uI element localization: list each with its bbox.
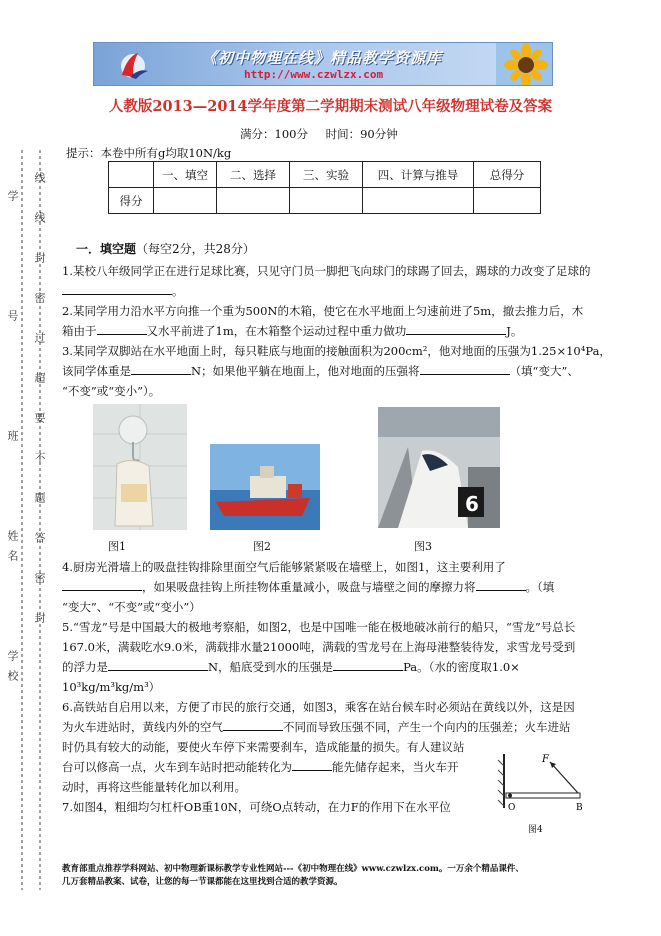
question-text: “变大”、“不变”或“变小”） <box>62 600 201 614</box>
margin-char: 学 <box>6 190 19 201</box>
question-text: 2.某同学用力沿水平方向推一个重为500N的木箱，使它在水平地面上匀速前进了5m，撤去推力后，木 <box>62 304 584 318</box>
question-text: 3.某同学双脚站在水平地面上时，每只鞋底与地面的接触面积为200cm²，他对地面的压强为1.25×10⁴Pa， <box>62 344 611 358</box>
question-text: 不同而导致压强不同，产生一个向内的压强差；火车进站 <box>283 720 571 734</box>
banner-title: 《初中物理在线》精品教学资源库 <box>202 49 443 67</box>
end-label: B <box>576 803 583 813</box>
score-cell[interactable] <box>154 188 217 214</box>
question-text: N；如果他平躺在地面上，他对地面的压强将 <box>191 364 420 378</box>
margin-char: 封 <box>33 612 46 623</box>
table-header-cell: 总得分 <box>474 162 541 188</box>
icebreaker-ship-photo <box>210 444 320 530</box>
answer-blank[interactable] <box>420 362 510 375</box>
question-text: 该同学体重是 <box>62 364 131 378</box>
question-text: （填“变大”、 <box>509 364 579 378</box>
footer-line: 几万套精品教案、试卷，让您的每一节课都能在这里找到合适的教学资源。 <box>62 877 343 887</box>
answer-blank[interactable] <box>97 322 147 335</box>
question-1 <box>62 261 622 301</box>
margin-char: 班 <box>6 430 19 441</box>
banner-url[interactable]: http://www.czwlzx.com <box>244 68 384 81</box>
high-speed-train-photo <box>378 407 500 528</box>
margin-char: 封 <box>33 252 46 263</box>
question-text: 为火车进站时，黄线内外的空气 <box>62 720 223 734</box>
exam-time: 时间：90分钟 <box>325 127 398 141</box>
table-header-cell <box>109 162 154 188</box>
margin-char: 姓 <box>6 530 19 541</box>
question-4 <box>62 557 622 617</box>
answer-blank[interactable] <box>406 322 506 335</box>
exam-meta <box>240 126 412 142</box>
section-title: 一．填空题 <box>76 242 137 256</box>
question-text: Pa。（水的密度取1.0× <box>403 660 520 674</box>
answer-blank[interactable] <box>292 758 332 771</box>
answer-blank[interactable] <box>62 578 142 591</box>
document-title: 人教版2013—2014学年度第二学期期末测试八年级物理试卷及答案 <box>108 98 553 115</box>
figure-caption: 图1 <box>108 540 126 553</box>
footer-line: 教育部重点推荐学科网站、初中物理新课标教学专业性网站---《初中物理在线》www.czwlzx.com。一万余个精品课件、 <box>62 864 524 874</box>
question-text: 的浮力是 <box>62 660 108 674</box>
section-heading <box>76 240 255 257</box>
margin-char: 密 <box>33 292 46 303</box>
question-text: 时仍具有较大的动能，要使火车停下来需要刹车，造成能量的损失。有人建议站 <box>62 740 465 754</box>
binding-lines <box>0 150 60 890</box>
question-text: 能先储存起来，当火车开 <box>332 760 459 774</box>
margin-char: 过 <box>33 332 46 343</box>
figure-caption: 图4 <box>528 825 543 835</box>
margin-char: 不 <box>33 452 46 463</box>
question-text: 箱由于 <box>62 324 97 338</box>
force-label: F <box>542 754 549 765</box>
question-text: 4.厨房光滑墙上的吸盘挂钩排除里面空气后能够紧紧吸在墙壁上，如图1，这主要利用了 <box>62 560 506 574</box>
full-score: 满分：100分 <box>240 127 308 141</box>
margin-char: 超 <box>33 372 46 383</box>
section-note: （每空2分，共28分） <box>136 242 255 256</box>
margin-char: 学 <box>6 650 19 661</box>
pivot-label: O <box>508 803 516 813</box>
logo-icon <box>116 49 150 81</box>
margin-char: 校 <box>6 670 19 681</box>
binding-margin <box>0 150 60 890</box>
score-cell[interactable] <box>363 188 474 214</box>
lever-diagram <box>496 750 596 820</box>
margin-char: 线 <box>33 172 46 183</box>
question-text: 台可以修高一点，火车到车站时把动能转化为 <box>62 760 292 774</box>
answer-blank[interactable] <box>62 282 172 295</box>
score-cell[interactable] <box>217 188 290 214</box>
table-header-cell: 三、实验 <box>290 162 363 188</box>
question-text: 167.0米，满载吃水9.0米，满载排水量21000吨，满载的雪龙号在上海母港整装待发，求雪龙号受到 <box>62 640 576 654</box>
question-text: 10³kg/m³kg/m³） <box>62 680 161 694</box>
page-footer <box>62 863 622 889</box>
score-cell[interactable] <box>474 188 541 214</box>
platform-sign: 6 <box>465 492 479 516</box>
table-header-cell: 一、填空 <box>154 162 217 188</box>
question-text: “不变”或“变小”）。 <box>62 384 161 398</box>
answer-blank[interactable] <box>131 362 191 375</box>
question-text: 1.某校八年级同学正在进行足球比赛，只见守门员一脚把飞向球门的球踢了回去，踢球的力改变了足球的 <box>62 264 591 278</box>
margin-char: 要 <box>33 412 46 423</box>
exam-hint: 提示：本卷中所有g均取10N/kg <box>66 146 232 160</box>
answer-blank[interactable] <box>223 718 283 731</box>
margin-char: 答 <box>33 532 46 543</box>
margin-char: 密 <box>33 572 46 583</box>
question-text: N，船底受到水的压强是 <box>208 660 334 674</box>
question-2 <box>62 301 622 341</box>
question-text: 动时，再将这些能量转化加以利用。 <box>62 780 246 794</box>
question-text: 。（填 <box>525 580 555 594</box>
question-text: ，如果吸盘挂钩上所挂物体重量减小，吸盘与墙壁之间的摩擦力将 <box>142 580 476 594</box>
question-text: 又水平前进了1m，在木箱整个运动过程中重力做功 <box>146 324 407 338</box>
table-row-label: 得分 <box>109 188 154 214</box>
table-row <box>109 162 541 188</box>
banner <box>93 42 553 86</box>
question-text: 5.“雪龙”号是中国最大的极地考察船，如图2，也是中国唯一能在极地破冰前行的船只，“雪龙”号总长 <box>62 620 576 634</box>
answer-blank[interactable] <box>333 658 403 671</box>
question-3 <box>62 341 622 401</box>
figure-caption: 图2 <box>253 540 271 553</box>
margin-char: 号 <box>6 310 19 321</box>
table-row <box>109 188 541 214</box>
margin-char: 题 <box>33 492 46 503</box>
margin-char: 线 <box>33 212 46 223</box>
figure-caption: 图3 <box>414 540 432 553</box>
question-5 <box>62 617 622 697</box>
question-text: J。 <box>506 324 523 338</box>
table-header-cell: 二、选择 <box>217 162 290 188</box>
score-table <box>108 161 541 214</box>
question-text: 6.高铁站自启用以来，方便了市民的旅行交通，如图3，乘客在站台候车时必须站在黄线以外，这是因 <box>62 700 575 714</box>
score-cell[interactable] <box>290 188 363 214</box>
question-text: 7.如图4，粗细均匀杠杆OB重10N，可绕O点转动，在力F的作用下在水平位 <box>62 800 451 814</box>
margin-char: 名 <box>6 550 19 561</box>
table-header-cell: 四、计算与推导 <box>363 162 474 188</box>
suction-hook-photo <box>93 404 187 530</box>
answer-blank[interactable] <box>476 578 526 591</box>
answer-blank[interactable] <box>108 658 208 671</box>
sunflower-icon <box>496 43 552 86</box>
question-text: 。 <box>172 284 184 298</box>
